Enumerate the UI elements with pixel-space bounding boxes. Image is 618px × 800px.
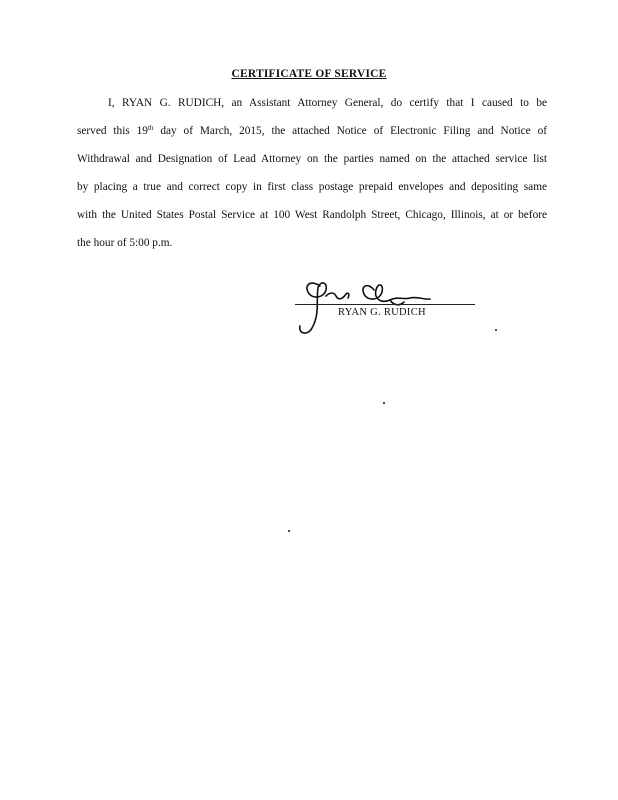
body-line-2-end: day of March, 2015, the attached Notice of Electronic Filing and Notice of (153, 125, 547, 137)
body-line-4: by placing a true and correct copy in first class postage prepaid envelopes and depositing same (77, 181, 547, 193)
scan-speck (288, 530, 290, 532)
scan-speck (383, 402, 385, 404)
body-line-3: Withdrawal and Designation of Lead Attorney on the parties named on the attached service list (77, 153, 547, 165)
body-line-6: the hour of 5:00 p.m. (77, 237, 173, 249)
body-line-1: I, RYAN G. RUDICH, an Assistant Attorney General, do certify that I caused to be (108, 97, 547, 109)
signature-line (295, 304, 475, 305)
body-line-2-start: served this 19 (77, 125, 148, 137)
signer-name: RYAN G. RUDICH (338, 307, 426, 318)
scan-speck (495, 329, 497, 331)
ordinal-suffix: th (147, 124, 154, 132)
body-line-2 (77, 124, 547, 138)
signature-block (290, 270, 490, 350)
body-line-5: with the United States Postal Service at 100 West Randolph Street, Chicago, Illinois, at or before (77, 209, 547, 221)
document-title: CERTIFICATE OF SERVICE (231, 68, 387, 80)
